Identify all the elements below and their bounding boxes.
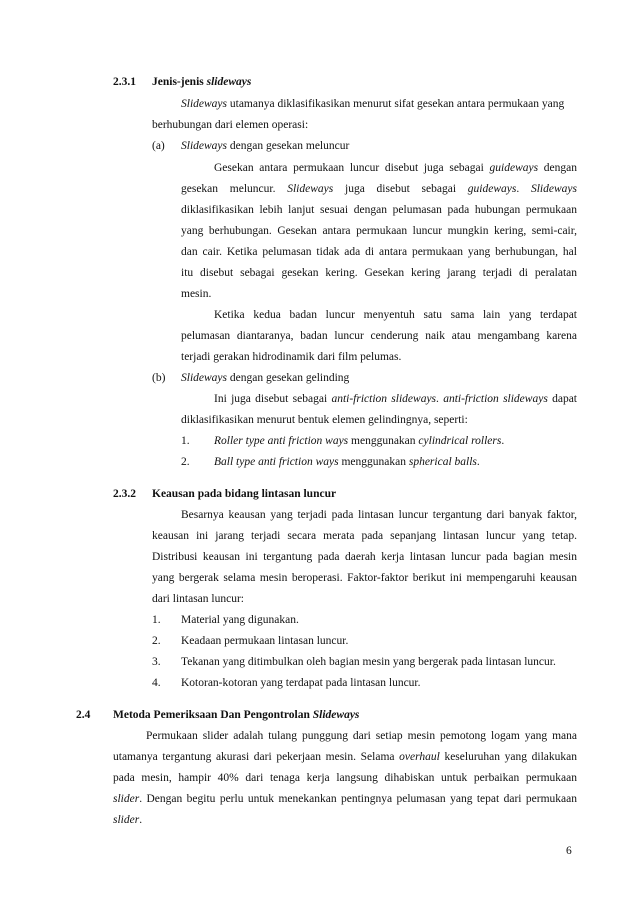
list-b-num-2: 2. <box>181 456 190 468</box>
para-a2-line-1: Ketika kedua badan luncur menyentuh satu sama lain yang terdapat <box>214 309 577 321</box>
para-24-line-1: Permukaan slider adalah tulang punggung dari setiap mesin pemotong logam yang mana <box>146 730 577 742</box>
para-a1-line-2: gesekan meluncur. Slideways juga disebut sebagai guideways. Slideways <box>181 183 577 195</box>
para-24-line-4: slider. Dengan begitu perlu untuk menekankan pentingnya pelumasan yang tepat dari permukaan <box>113 793 577 805</box>
item-label-b: (b) <box>152 372 166 384</box>
list-232-item-4: Kotoran-kotoran yang terdapat pada lintasan luncur. <box>181 677 421 689</box>
item-heading-b: Slideways dengan gesekan gelinding <box>181 372 350 384</box>
list-232-item-3: Tekanan yang ditimbulkan oleh bagian mesin yang bergerak pada lintasan luncur. <box>181 656 556 668</box>
list-232-num-1: 1. <box>152 614 161 626</box>
para-b-line-2: diklasifikasikan menurut bentuk elemen gelindingnya, seperti: <box>181 414 468 426</box>
page-number: 6 <box>566 845 572 857</box>
para-a1-line-7: mesin. <box>181 288 212 300</box>
section-number-2-4: 2.4 <box>76 709 91 721</box>
para-232-line-5: dari lintasan luncur: <box>152 593 244 605</box>
list-b-num-1: 1. <box>181 435 190 447</box>
list-232-item-1: Material yang digunakan. <box>181 614 299 626</box>
para-b-line-1: Ini juga disebut sebagai anti-friction slideways. anti-friction slideways dapat <box>214 393 577 405</box>
list-b-item-2: Ball type anti friction ways menggunakan spherical balls. <box>214 456 480 468</box>
para-a1-line-5: dan cair. Ketika pelumasan tidak ada di antara permukaan yang berhubungan, hal <box>181 246 577 258</box>
para-a1-line-3: diklasifikasikan lebih lanjut sesuai dengan pelumasan pada hubungan permukaan <box>181 204 577 216</box>
list-232-num-4: 4. <box>152 677 161 689</box>
para-232-line-1: Besarnya keausan yang terjadi pada lintasan luncur tergantung dari banyak faktor, <box>181 509 577 521</box>
list-b-item-1: Roller type anti friction ways menggunakan cylindrical rollers. <box>214 435 505 447</box>
para-24-line-5: slider. <box>113 814 143 826</box>
item-label-a: (a) <box>152 140 165 152</box>
para-24-line-3: pada mesin, hampir 40% dari tenaga kerja langsung dihabiskan untuk perbaikan permukaan <box>113 772 577 784</box>
list-232-item-2: Keadaan permukaan lintasan luncur. <box>181 635 349 647</box>
list-232-num-3: 3. <box>152 656 161 668</box>
section-title-2-3-2: Keausan pada bidang lintasan luncur <box>152 488 337 500</box>
intro-line-1: Slideways utamanya diklasifikasikan menurut sifat gesekan antara permukaan yang <box>181 98 565 110</box>
section-number-2-3-2: 2.3.2 <box>113 488 136 500</box>
item-heading-a: Slideways dengan gesekan meluncur <box>181 140 350 152</box>
para-a2-line-2: pelumasan diantaranya, badan luncur cenderung naik atau mengambang karena <box>181 330 577 342</box>
intro-line-2: berhubungan dari elemen operasi: <box>152 119 309 131</box>
para-24-line-2: utamanya tergantung akurasi dari pekerjaan mesin. Selama overhaul keseluruhan yang dilakukan <box>113 751 577 763</box>
para-a1-line-6: itu disebut sebagai gesekan kering. Gesekan kering jarang terjadi di peralatan <box>181 267 577 279</box>
section-title-2-4: Metoda Pemeriksaan Dan Pengontrolan Slideways <box>113 709 360 721</box>
list-232-num-2: 2. <box>152 635 161 647</box>
para-232-line-4: yang bergerak selama mesin beroperasi. Faktor-faktor berikut ini mempengaruhi keausan <box>152 572 577 584</box>
para-a2-line-3: terjadi gerakan hidrodinamik dari film pelumas. <box>181 351 402 363</box>
para-232-line-2: keausan ini jarang terjadi secara merata pada sepanjang lintasan luncur yang tetap. <box>152 530 577 542</box>
para-a1-line-1: Gesekan antara permukaan luncur disebut juga sebagai guideways dengan <box>214 162 577 174</box>
section-number-2-3-1: 2.3.1 <box>113 76 136 88</box>
para-232-line-3: Distribusi keausan ini tergantung pada daerah kerja lintasan luncur pada bagian mesin <box>152 551 577 563</box>
para-a1-line-4: yang berhubungan. Gesekan antara permukaan luncur mungkin kering, semi-cair, <box>181 225 577 237</box>
section-title-2-3-1: Jenis-jenis slideways <box>152 76 252 88</box>
